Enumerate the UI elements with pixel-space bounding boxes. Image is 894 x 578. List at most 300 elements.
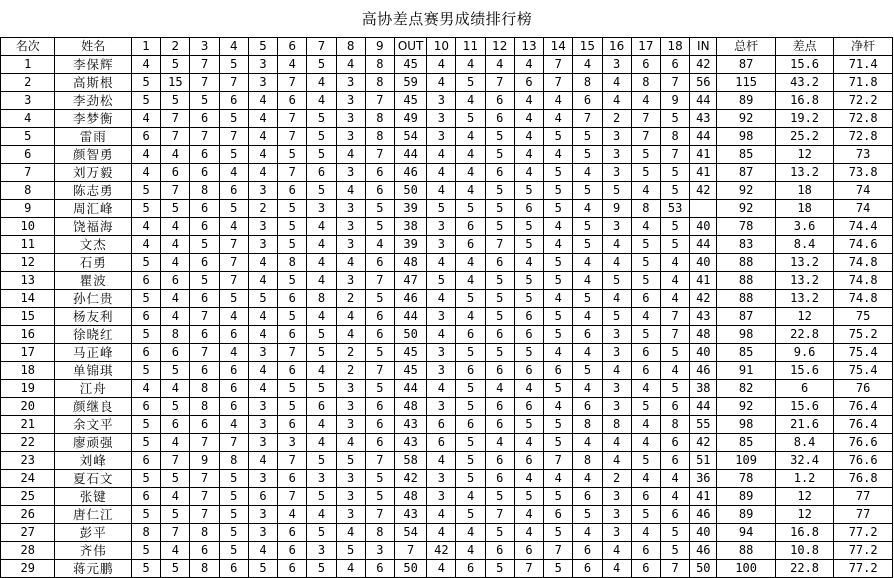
table-cell[interactable]: 7	[190, 344, 219, 362]
table-cell[interactable]: 7	[660, 146, 689, 164]
table-cell[interactable]: 89	[717, 488, 775, 506]
table-cell[interactable]: 4	[631, 92, 660, 110]
table-cell[interactable]: 6	[219, 560, 248, 578]
table-cell[interactable]: 6	[456, 362, 485, 380]
table-cell[interactable]: 5	[427, 272, 456, 290]
table-cell[interactable]: 4	[573, 254, 602, 272]
table-cell[interactable]: 4	[307, 74, 336, 92]
table-cell[interactable]: 4	[544, 110, 573, 128]
table-cell[interactable]: 4	[427, 380, 456, 398]
table-cell[interactable]: 5	[456, 452, 485, 470]
table-cell[interactable]: 10	[1, 218, 55, 236]
table-cell[interactable]: 5	[485, 218, 514, 236]
table-cell[interactable]: 109	[717, 452, 775, 470]
table-cell[interactable]: 75.4	[834, 344, 893, 362]
table-cell[interactable]: 3	[427, 470, 456, 488]
table-cell[interactable]: 4	[631, 218, 660, 236]
table-cell[interactable]: 21.6	[775, 416, 833, 434]
table-cell[interactable]: 5	[485, 146, 514, 164]
table-cell[interactable]: 8	[190, 182, 219, 200]
table-cell[interactable]: 6	[190, 218, 219, 236]
player-name-cell[interactable]: 李劲松	[55, 92, 132, 110]
column-header[interactable]: OUT	[394, 38, 426, 56]
table-cell[interactable]: 40	[690, 254, 717, 272]
table-cell[interactable]: 44	[690, 236, 717, 254]
player-name-cell[interactable]: 雷雨	[55, 128, 132, 146]
table-cell[interactable]: 5	[573, 290, 602, 308]
table-cell[interactable]: 5	[456, 200, 485, 218]
table-cell[interactable]: 54	[394, 524, 426, 542]
table-cell[interactable]: 4	[248, 272, 277, 290]
table-cell[interactable]: 8	[573, 74, 602, 92]
table-cell[interactable]: 73	[834, 146, 893, 164]
table-cell[interactable]: 4	[427, 164, 456, 182]
table-cell[interactable]: 6	[278, 92, 307, 110]
table-cell[interactable]: 5	[132, 326, 161, 344]
table-cell[interactable]: 40	[690, 344, 717, 362]
column-header[interactable]: 5	[248, 38, 277, 56]
table-cell[interactable]: 6	[485, 452, 514, 470]
table-cell[interactable]: 3	[336, 506, 365, 524]
table-cell[interactable]: 5	[544, 254, 573, 272]
table-cell[interactable]: 4	[631, 524, 660, 542]
table-cell[interactable]: 7	[394, 542, 426, 560]
table-cell[interactable]: 3	[248, 470, 277, 488]
table-cell[interactable]: 59	[394, 74, 426, 92]
table-cell[interactable]: 44	[394, 146, 426, 164]
table-cell[interactable]: 4	[248, 92, 277, 110]
table-cell[interactable]: 4	[161, 254, 190, 272]
table-cell[interactable]: 4	[427, 524, 456, 542]
table-cell[interactable]: 8	[573, 416, 602, 434]
table-cell[interactable]: 4	[631, 308, 660, 326]
table-cell[interactable]: 115	[717, 74, 775, 92]
table-cell[interactable]: 41	[690, 164, 717, 182]
table-cell[interactable]: 74.8	[834, 272, 893, 290]
table-cell[interactable]: 4	[161, 308, 190, 326]
table-cell[interactable]: 4	[514, 110, 543, 128]
table-cell[interactable]: 5	[602, 182, 631, 200]
table-cell[interactable]: 76.6	[834, 434, 893, 452]
table-cell[interactable]: 5	[660, 380, 689, 398]
table-cell[interactable]: 4	[602, 452, 631, 470]
table-cell[interactable]: 6	[132, 344, 161, 362]
table-cell[interactable]: 8	[365, 74, 394, 92]
table-cell[interactable]: 89	[717, 92, 775, 110]
table-cell[interactable]: 4	[132, 380, 161, 398]
table-cell[interactable]: 5	[573, 128, 602, 146]
table-cell[interactable]: 74	[834, 182, 893, 200]
table-cell[interactable]: 3	[336, 470, 365, 488]
table-cell[interactable]: 5	[219, 488, 248, 506]
table-cell[interactable]: 48	[690, 326, 717, 344]
table-cell[interactable]: 4	[427, 254, 456, 272]
table-cell[interactable]: 6	[365, 254, 394, 272]
player-name-cell[interactable]: 刘峰	[55, 452, 132, 470]
table-cell[interactable]: 5	[278, 380, 307, 398]
table-cell[interactable]: 42	[427, 542, 456, 560]
table-cell[interactable]: 4	[307, 362, 336, 380]
table-cell[interactable]: 42	[690, 434, 717, 452]
table-cell[interactable]: 40	[690, 218, 717, 236]
table-cell[interactable]: 32.4	[775, 452, 833, 470]
player-name-cell[interactable]: 瞿波	[55, 272, 132, 290]
table-cell[interactable]: 56	[690, 74, 717, 92]
table-cell[interactable]: 50	[394, 326, 426, 344]
table-cell[interactable]: 6	[631, 56, 660, 74]
table-cell[interactable]: 5	[248, 560, 277, 578]
table-cell[interactable]: 44	[690, 128, 717, 146]
table-cell[interactable]: 4	[248, 380, 277, 398]
table-cell[interactable]: 6	[365, 182, 394, 200]
table-cell[interactable]: 50	[690, 560, 717, 578]
table-cell[interactable]: 4	[514, 146, 543, 164]
table-cell[interactable]: 6	[132, 452, 161, 470]
table-cell[interactable]: 4	[219, 164, 248, 182]
table-cell[interactable]: 43	[394, 434, 426, 452]
table-cell[interactable]: 45	[394, 362, 426, 380]
table-cell[interactable]: 6	[631, 560, 660, 578]
table-cell[interactable]: 3	[248, 74, 277, 92]
table-cell[interactable]: 43	[690, 308, 717, 326]
table-cell[interactable]: 5	[631, 398, 660, 416]
table-cell[interactable]: 3	[248, 524, 277, 542]
table-cell[interactable]: 4	[544, 236, 573, 254]
table-cell[interactable]: 7	[161, 524, 190, 542]
table-cell[interactable]: 5	[219, 542, 248, 560]
player-name-cell[interactable]: 彭平	[55, 524, 132, 542]
table-cell[interactable]: 7	[631, 110, 660, 128]
table-cell[interactable]: 4	[336, 434, 365, 452]
table-cell[interactable]: 5	[456, 110, 485, 128]
table-cell[interactable]: 3	[248, 218, 277, 236]
table-cell[interactable]: 87	[717, 308, 775, 326]
table-cell[interactable]: 4	[544, 92, 573, 110]
table-cell[interactable]: 6	[219, 362, 248, 380]
table-cell[interactable]: 5	[544, 560, 573, 578]
table-cell[interactable]: 4	[427, 56, 456, 74]
table-cell[interactable]: 10.8	[775, 542, 833, 560]
table-cell[interactable]: 7	[190, 488, 219, 506]
column-header[interactable]: 14	[544, 38, 573, 56]
column-header[interactable]: 13	[514, 38, 543, 56]
table-cell[interactable]: 5	[161, 506, 190, 524]
table-cell[interactable]: 3	[336, 128, 365, 146]
table-cell[interactable]: 6	[278, 362, 307, 380]
table-cell[interactable]: 48	[394, 398, 426, 416]
table-cell[interactable]: 7	[190, 56, 219, 74]
player-name-cell[interactable]: 徐晓红	[55, 326, 132, 344]
table-cell[interactable]: 4	[602, 434, 631, 452]
table-cell[interactable]: 6	[365, 416, 394, 434]
table-cell[interactable]: 8	[602, 416, 631, 434]
table-cell[interactable]: 42	[690, 56, 717, 74]
table-cell[interactable]: 6	[365, 164, 394, 182]
table-cell[interactable]: 5	[278, 236, 307, 254]
table-cell[interactable]: 88	[717, 290, 775, 308]
table-cell[interactable]: 5	[190, 272, 219, 290]
table-cell[interactable]: 4	[573, 272, 602, 290]
table-cell[interactable]: 4	[219, 416, 248, 434]
table-cell[interactable]: 3	[602, 128, 631, 146]
table-cell[interactable]: 5	[485, 308, 514, 326]
table-cell[interactable]: 6	[573, 542, 602, 560]
table-cell[interactable]: 5	[132, 542, 161, 560]
table-cell[interactable]: 4	[544, 344, 573, 362]
table-cell[interactable]: 5	[336, 452, 365, 470]
table-cell[interactable]: 45	[394, 344, 426, 362]
table-cell[interactable]: 6	[456, 416, 485, 434]
table-cell[interactable]: 4	[248, 362, 277, 380]
table-cell[interactable]: 3	[248, 434, 277, 452]
table-cell[interactable]: 6	[248, 488, 277, 506]
table-cell[interactable]: 5	[456, 344, 485, 362]
table-cell[interactable]: 4	[161, 380, 190, 398]
table-cell[interactable]: 4	[427, 326, 456, 344]
table-cell[interactable]: 9	[1, 200, 55, 218]
table-cell[interactable]: 13	[1, 272, 55, 290]
table-cell[interactable]: 4	[602, 290, 631, 308]
table-cell[interactable]: 40	[690, 524, 717, 542]
table-cell[interactable]: 5	[544, 524, 573, 542]
table-cell[interactable]: 4	[336, 56, 365, 74]
table-cell[interactable]: 5	[278, 398, 307, 416]
table-cell[interactable]: 9	[190, 452, 219, 470]
table-cell[interactable]: 29	[1, 560, 55, 578]
table-cell[interactable]: 1.2	[775, 470, 833, 488]
table-cell[interactable]: 3	[427, 308, 456, 326]
table-cell[interactable]: 43	[394, 416, 426, 434]
table-cell[interactable]: 8	[660, 128, 689, 146]
table-cell[interactable]: 51	[690, 452, 717, 470]
table-cell[interactable]: 6	[660, 398, 689, 416]
player-name-cell[interactable]: 饶福海	[55, 218, 132, 236]
table-cell[interactable]: 3	[427, 488, 456, 506]
table-cell[interactable]: 5	[132, 362, 161, 380]
table-cell[interactable]: 39	[394, 200, 426, 218]
table-cell[interactable]: 6	[660, 452, 689, 470]
table-cell[interactable]: 6	[1, 146, 55, 164]
table-cell[interactable]: 92	[717, 182, 775, 200]
table-cell[interactable]: 8	[161, 326, 190, 344]
table-cell[interactable]: 5	[219, 146, 248, 164]
table-cell[interactable]: 5	[456, 470, 485, 488]
table-cell[interactable]: 9.6	[775, 344, 833, 362]
column-header[interactable]: 差点	[775, 38, 833, 56]
column-header[interactable]: 12	[485, 38, 514, 56]
column-header[interactable]: 10	[427, 38, 456, 56]
table-cell[interactable]: 78	[717, 218, 775, 236]
table-cell[interactable]: 7	[278, 128, 307, 146]
table-cell[interactable]: 4	[132, 164, 161, 182]
table-cell[interactable]: 16.8	[775, 524, 833, 542]
table-cell[interactable]: 5	[365, 380, 394, 398]
table-cell[interactable]: 4	[602, 92, 631, 110]
table-cell[interactable]: 5	[161, 92, 190, 110]
table-cell[interactable]: 94	[717, 524, 775, 542]
table-cell[interactable]: 3	[336, 236, 365, 254]
table-cell[interactable]: 4	[336, 182, 365, 200]
table-cell[interactable]: 4	[602, 542, 631, 560]
table-cell[interactable]: 3	[602, 146, 631, 164]
column-header[interactable]: 17	[631, 38, 660, 56]
table-cell[interactable]: 4	[602, 74, 631, 92]
table-cell[interactable]: 5	[660, 110, 689, 128]
table-cell[interactable]: 6	[161, 344, 190, 362]
table-cell[interactable]: 8	[190, 398, 219, 416]
table-cell[interactable]: 46	[394, 164, 426, 182]
table-cell[interactable]: 4	[514, 380, 543, 398]
table-cell[interactable]: 6	[514, 452, 543, 470]
player-name-cell[interactable]: 张键	[55, 488, 132, 506]
table-cell[interactable]: 3	[602, 326, 631, 344]
table-cell[interactable]: 4	[427, 506, 456, 524]
table-cell[interactable]: 6	[631, 542, 660, 560]
table-cell[interactable]: 85	[717, 344, 775, 362]
table-cell[interactable]: 7	[190, 74, 219, 92]
table-cell[interactable]: 6	[485, 416, 514, 434]
table-cell[interactable]: 5	[132, 470, 161, 488]
table-cell[interactable]: 3	[248, 182, 277, 200]
table-cell[interactable]: 12	[775, 506, 833, 524]
table-cell[interactable]: 4	[427, 146, 456, 164]
table-cell[interactable]: 4	[544, 218, 573, 236]
table-cell[interactable]: 25	[1, 488, 55, 506]
table-cell[interactable]: 15.6	[775, 398, 833, 416]
table-cell[interactable]: 4	[132, 146, 161, 164]
table-cell[interactable]: 76	[834, 380, 893, 398]
table-cell[interactable]: 8	[190, 380, 219, 398]
table-cell[interactable]: 4	[660, 272, 689, 290]
table-cell[interactable]: 4	[456, 542, 485, 560]
table-cell[interactable]: 46	[690, 362, 717, 380]
table-cell[interactable]: 42	[690, 290, 717, 308]
table-cell[interactable]: 5	[631, 146, 660, 164]
table-cell[interactable]: 5	[544, 200, 573, 218]
table-cell[interactable]: 7	[1, 164, 55, 182]
table-cell[interactable]: 9	[602, 200, 631, 218]
table-cell[interactable]: 4	[161, 542, 190, 560]
table-cell[interactable]: 6	[365, 308, 394, 326]
table-cell[interactable]: 5	[485, 182, 514, 200]
table-cell[interactable]: 6	[573, 488, 602, 506]
table-cell[interactable]: 3	[248, 56, 277, 74]
table-cell[interactable]: 6	[485, 110, 514, 128]
table-cell[interactable]: 3	[336, 218, 365, 236]
table-cell[interactable]: 5	[485, 560, 514, 578]
table-cell[interactable]: 5	[278, 200, 307, 218]
table-cell[interactable]: 7	[365, 272, 394, 290]
table-cell[interactable]: 4	[219, 218, 248, 236]
table-cell[interactable]: 98	[717, 416, 775, 434]
table-cell[interactable]: 6	[544, 506, 573, 524]
player-name-cell[interactable]: 江舟	[55, 380, 132, 398]
table-cell[interactable]: 4	[631, 416, 660, 434]
table-cell[interactable]: 5	[132, 416, 161, 434]
table-cell[interactable]: 5	[660, 542, 689, 560]
table-cell[interactable]: 12	[775, 146, 833, 164]
table-cell[interactable]: 3	[427, 92, 456, 110]
table-cell[interactable]: 3	[336, 488, 365, 506]
table-cell[interactable]: 3	[248, 398, 277, 416]
table-cell[interactable]: 76.4	[834, 416, 893, 434]
table-cell[interactable]: 100	[717, 560, 775, 578]
table-cell[interactable]: 8	[365, 128, 394, 146]
table-cell[interactable]: 3	[427, 128, 456, 146]
table-cell[interactable]: 5	[427, 200, 456, 218]
table-cell[interactable]: 3	[602, 506, 631, 524]
table-cell[interactable]: 5	[365, 290, 394, 308]
table-cell[interactable]: 7	[660, 560, 689, 578]
table-cell[interactable]: 3	[602, 164, 631, 182]
table-cell[interactable]: 3	[602, 488, 631, 506]
table-cell[interactable]: 6	[456, 560, 485, 578]
table-cell[interactable]: 7	[190, 128, 219, 146]
table-cell[interactable]: 5	[336, 542, 365, 560]
table-cell[interactable]: 6	[660, 506, 689, 524]
table-cell[interactable]: 5	[631, 326, 660, 344]
table-cell[interactable]: 5	[514, 272, 543, 290]
table-cell[interactable]: 2	[336, 290, 365, 308]
table-cell[interactable]: 5	[485, 128, 514, 146]
table-cell[interactable]: 8	[219, 452, 248, 470]
table-cell[interactable]: 77.2	[834, 560, 893, 578]
table-cell[interactable]: 92	[717, 110, 775, 128]
table-cell[interactable]: 7	[190, 308, 219, 326]
table-cell[interactable]: 4	[248, 128, 277, 146]
table-cell[interactable]: 4	[427, 74, 456, 92]
table-cell[interactable]: 3	[602, 344, 631, 362]
table-cell[interactable]: 4	[427, 560, 456, 578]
table-cell[interactable]: 5	[544, 272, 573, 290]
table-cell[interactable]: 6	[219, 326, 248, 344]
table-cell[interactable]: 4	[544, 398, 573, 416]
table-cell[interactable]: 7	[219, 272, 248, 290]
table-cell[interactable]: 5	[544, 308, 573, 326]
table-cell[interactable]: 5	[660, 344, 689, 362]
table-cell[interactable]: 46	[690, 506, 717, 524]
table-cell[interactable]: 6	[485, 254, 514, 272]
table-cell[interactable]: 7	[219, 74, 248, 92]
table-cell[interactable]: 3	[336, 398, 365, 416]
table-cell[interactable]: 44	[690, 92, 717, 110]
table-cell[interactable]: 6	[631, 344, 660, 362]
table-cell[interactable]: 3	[427, 398, 456, 416]
table-cell[interactable]: 3	[602, 56, 631, 74]
table-cell[interactable]: 5	[660, 182, 689, 200]
table-cell[interactable]: 22.8	[775, 326, 833, 344]
table-cell[interactable]: 6	[514, 74, 543, 92]
table-cell[interactable]: 4	[427, 452, 456, 470]
table-cell[interactable]: 4	[456, 56, 485, 74]
table-cell[interactable]: 49	[394, 110, 426, 128]
table-cell[interactable]: 7	[161, 110, 190, 128]
table-cell[interactable]: 2	[602, 110, 631, 128]
table-cell[interactable]: 17	[1, 344, 55, 362]
table-cell[interactable]: 2	[336, 344, 365, 362]
table-cell[interactable]: 6	[190, 326, 219, 344]
table-cell[interactable]: 41	[690, 146, 717, 164]
table-cell[interactable]: 47	[394, 272, 426, 290]
table-cell[interactable]: 5	[161, 470, 190, 488]
table-cell[interactable]: 74.6	[834, 236, 893, 254]
table-cell[interactable]: 5	[161, 398, 190, 416]
table-cell[interactable]: 3	[336, 110, 365, 128]
table-cell[interactable]: 6	[631, 488, 660, 506]
table-cell[interactable]: 7	[278, 344, 307, 362]
table-cell[interactable]: 16	[1, 326, 55, 344]
table-cell[interactable]: 7	[278, 110, 307, 128]
